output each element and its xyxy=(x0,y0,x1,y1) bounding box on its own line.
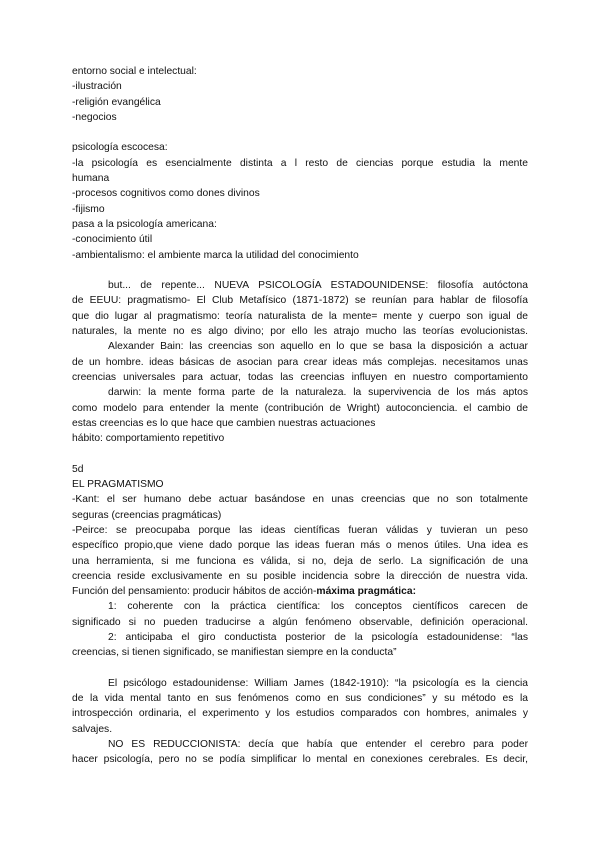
text-line: de un hombre. ideas básicas de asocian para crear ideas más complejas. necesitamos unas xyxy=(72,356,528,368)
section-heading: EL PRAGMATISMO xyxy=(72,479,164,491)
section-heading: psicología escocesa: xyxy=(72,142,168,154)
text-line: entorno social e intelectual: xyxy=(72,66,197,77)
text-line: -procesos cognitivos como dones divinos xyxy=(72,188,260,200)
social-context-section xyxy=(72,64,528,125)
text-line: but... de repente... NUEVA PSICOLOGÍA ESTADOUNIDENSE: filosofía autóctona xyxy=(108,280,528,292)
text-line: -Kant: el ser humano debe actuar basándose en unas creencias que no son totalmente xyxy=(72,494,528,506)
text-line: como modelo para entender la mente (contribución de Wright) autoconciencia. el cambio de xyxy=(72,402,528,414)
text-line: introspección ordinaria, el experimento y los estudios comparados con hombres, animales y xyxy=(72,708,528,720)
section-label: 5d xyxy=(72,463,84,475)
bold-text: máxima pragmática: xyxy=(316,586,417,598)
plain-text: Función del pensamiento: producir hábitos de acción- xyxy=(72,586,317,598)
text-line: estas creencias es lo que hace que cambien nuestras actuaciones xyxy=(72,417,376,429)
text-line: 2: anticipaba el giro conductista posterior de la psicología estadounidense: “las xyxy=(108,631,528,643)
text-line: -religión evangélica xyxy=(72,96,161,108)
william-james-section xyxy=(72,676,528,768)
text-line: -ambientalismo: el ambiente marca la utilidad del conocimiento xyxy=(72,249,359,261)
text-line: creencias, si tienen significado, se manifiestan siempre en la conducta” xyxy=(72,647,397,659)
text-line: 1: coherente con la práctica científica: los conceptos científicos carecen de xyxy=(108,601,528,613)
text-line: naturales, la mente no es algo divino; por ello les atrajo mucho las teorías evolucionistas. xyxy=(72,326,528,338)
text-line: de la vida mental tanto en sus fenómenos como en sus condiciones” y su método es la xyxy=(72,693,528,705)
american-psychology-section xyxy=(72,278,528,446)
text-line: -ilustración xyxy=(72,81,122,93)
text-line: -Peirce: se preocupaba porque las ideas científicas fueran válidas y tuvieran un peso xyxy=(72,524,528,536)
text-line: Alexander Bain: las creencias son aquello en lo que se basa la disposición a actuar xyxy=(108,341,528,353)
document-page xyxy=(72,64,528,768)
scottish-psychology-section xyxy=(72,140,528,262)
paragraph xyxy=(72,599,528,645)
text-line: significado si no pueden traducirse a algún fenómeno observable, definición operacional. xyxy=(72,616,528,628)
spacer xyxy=(72,125,528,140)
text-line xyxy=(72,584,528,599)
text-line: hábito: comportamiento repetitivo xyxy=(72,433,225,445)
pragmatism-section xyxy=(72,462,528,661)
text-line: salvajes. xyxy=(72,723,113,735)
text-line: humana xyxy=(72,173,110,185)
paragraph xyxy=(72,278,528,416)
text-line: -fijismo xyxy=(72,203,105,215)
spacer xyxy=(72,446,528,461)
text-line: de EEUU: pragmatismo- El Club Metafísico (1871-1872) se reunían para hablar de filosofía xyxy=(72,295,528,307)
text-line: seguras (creencias pragmáticas) xyxy=(72,509,222,521)
paragraph xyxy=(72,523,528,584)
text-line: darwin: la mente forma parte de la naturaleza. la supervivencia de los más aptos xyxy=(108,387,528,399)
text-line: una herramienta, si me funciona es válida, si no, deja de serlo. La significación de una xyxy=(72,555,528,567)
text-line: hacer psicología, pero no se podía simplificar lo mental en conexiones cerebrales. Es decir, xyxy=(72,754,528,766)
text-line: específico propio,que viene dado porque las ideas fueran más o menos útiles. Una idea es xyxy=(72,540,528,552)
text-line: El psicólogo estadounidense: William James (1842-1910): “la psicología es la ciencia xyxy=(108,677,528,689)
text-line: -negocios xyxy=(72,111,117,123)
text-line: -la psicología es esencialmente distinta a l resto de ciencias porque estudia la mente xyxy=(72,157,528,169)
paragraph xyxy=(72,156,528,171)
paragraph xyxy=(72,492,528,507)
spacer xyxy=(72,661,528,676)
text-line: que dio lugar al pragmatismo: teoría naturalista de la mente= mente y cuerpo son igual de xyxy=(72,310,528,322)
paragraph xyxy=(72,676,528,722)
text-line: -conocimiento útil xyxy=(72,234,153,246)
text-line: pasa a la psicología americana: xyxy=(72,218,217,230)
text-line: creencia reside exclusivamente en su posible incidencia sobre la dirección de nuestra vida. xyxy=(72,570,528,582)
spacer xyxy=(72,263,528,278)
text-line: NO ES REDUCCIONISTA: decía que había que entender el cerebro para poder xyxy=(108,739,528,751)
paragraph xyxy=(72,737,528,768)
text-line: creencias universales para actuar, todas las creencias influyen en nuestro comportamiento xyxy=(72,371,528,383)
